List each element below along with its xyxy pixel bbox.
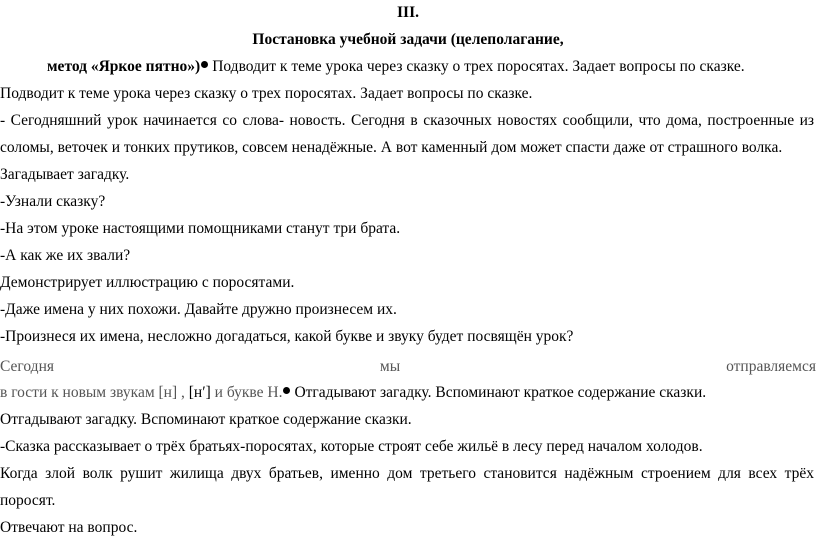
paragraph-wolf-line-1: Когда злой волк рушит жилища двух братьев, именно дом третьего становится надёжным строением для всех трёх [0, 465, 814, 482]
paragraph-illustration: Демонстрирует иллюстрацию с поросятами. [0, 274, 295, 291]
students-action: Отгадывают загадку. Вспоминают краткое содержание сказки. [294, 384, 707, 401]
bullet-icon [283, 387, 290, 394]
paragraph-today-line [0, 357, 816, 377]
paragraph-three-brothers: -На этом уроке настоящими помощниками станут три брата. [0, 220, 401, 237]
paragraph-names-similar: -Даже имена у них похожи. Давайте дружно произнесем их. [0, 301, 397, 318]
method-description: Подводит к теме урока через сказку о трех поросятах. Задает вопросы по сказке. [212, 58, 745, 75]
paragraph-students-guess: Отгадывают загадку. Вспоминают краткое содержание сказки. [0, 411, 412, 428]
paragraph-sounds-line [0, 383, 706, 403]
word-we: мы [379, 358, 401, 375]
question-recognize-tale: -Узнали сказку? [0, 193, 106, 210]
sounds-text: в гости к новым звукам [н] , [0, 384, 189, 401]
paragraph-tale-summary: -Сказка рассказывает о трёх братьях-поросятах, которые строят себе жильё в лесу перед началом холодов. [0, 438, 703, 455]
soft-sound: [н′] [188, 384, 211, 401]
question-names: -А как же их звали? [0, 247, 131, 264]
bullet-icon [201, 61, 208, 68]
question-lesson-topic: -Произнеся их имена, несложно догадаться, какой букве и звуку будет посвящён урок? [0, 328, 574, 345]
paragraph-riddle: Загадывает загадку. [0, 166, 130, 183]
paragraph-intro: Подводит к теме урока через сказку о трех поросятах. Задает вопросы по сказке. [0, 85, 533, 102]
word-go: отправляемся [726, 358, 816, 375]
section-number: III. [397, 4, 419, 21]
section-title: Постановка учебной задачи (целеполагание, [252, 31, 564, 48]
method-line [47, 57, 745, 77]
paragraph-news-line-2: соломы, веточек и тонких прутиков, совсем ненадёжные. А вот каменный дом может спасти даже от страшного волка. [0, 139, 783, 156]
method-name: метод «Яркое пятно») [47, 58, 201, 75]
paragraph-wolf-line-2: поросят. [0, 492, 56, 509]
paragraph-answer: Отвечают на вопрос. [0, 519, 138, 536]
paragraph-news-line-1: - Сегодняшний урок начинается со слова- новость. Сегодня в сказочных новостях сообщили, что дома, построенные из [0, 112, 814, 129]
word-today: Сегодня [0, 358, 54, 375]
letter-text: и букве Н. [210, 384, 283, 401]
